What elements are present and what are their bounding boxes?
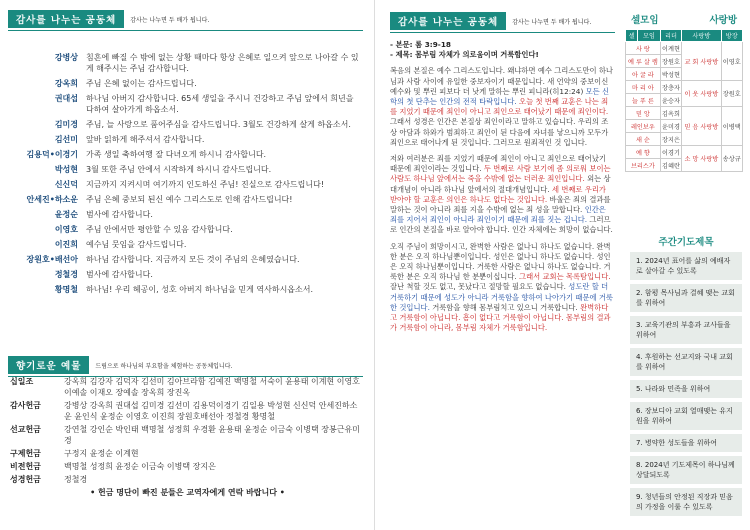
cell-leader: 박성현 xyxy=(660,68,681,81)
sermon-segment: 바울은 죄의 결과를 말하는 것이 아니라 죄를 지을 수밖에 없는 죄 성을 말합니다. xyxy=(390,194,611,215)
cell-leader: 김혜란 xyxy=(660,159,681,172)
thanks-name: 이영호 xyxy=(54,225,78,234)
thanks-name: 김미경 xyxy=(54,120,78,129)
sermon-segment: 인간은 죄를 지어서 죄인이 아니라 죄인이기 때문에 죄를 짓는 겁니다. xyxy=(390,205,606,225)
thanks-header xyxy=(8,10,363,28)
cell-table-header: 사랑방 xyxy=(682,30,721,42)
thanks-text: 앞바 읽하게 해주셔서 감사합니다. xyxy=(86,135,205,144)
offering-names: 백명철 성정희 윤정순 이금숙 이병택 장지은 xyxy=(64,462,216,471)
sermon-segment: 거룩함을 향해 몸부림치고 있으니 거룩합니다. xyxy=(429,302,581,312)
thanks-row xyxy=(10,224,360,235)
sarangbang-head: 송상규 xyxy=(721,146,742,172)
divider xyxy=(390,32,615,33)
sermon-segment: 성도란 할 더 거룩하기 때문에 성도가 아니라 거룩함을 향하여 나아가기 때문에 거룩한 것입니다. xyxy=(390,282,613,312)
thanks-text: 침흔에 빠질 수 밖에 없는 상황 때마다 항상 은혜로 일으켜 앞으로 나아갈 수 있게 해주시는 주님 감사합니다. xyxy=(86,53,359,73)
sarangbang-name: 이 웃 사랑방 xyxy=(682,81,721,107)
offering-label: 비전헌금 xyxy=(10,462,41,471)
thanks-text: 하나님 감사합니다. 지금까지 모든 것이 주님의 은혜였습니다. xyxy=(86,255,300,264)
thanks-row xyxy=(10,254,360,265)
offering-label: 십일조 xyxy=(10,377,34,386)
offering-label: 선교헌금 xyxy=(10,425,41,434)
cell-table-header: 셀 xyxy=(626,30,638,42)
thanks-text: 주님 은혜 없이는 감사드립니다. xyxy=(86,79,197,88)
cell-name: 예 루 살 렘 xyxy=(626,55,661,68)
thanks-text: 범사에 감사합니다. xyxy=(86,210,153,219)
thanks-name: 윤정순 xyxy=(54,210,78,219)
offering-names: 강연철 강인순 박인태 백명철 성정희 우경환 윤용태 윤정순 이금숙 이병택 장봉근유미경 xyxy=(64,425,360,445)
offering-label: 성경헌금 xyxy=(10,475,41,484)
sarangbang-title: 사랑방 xyxy=(709,15,737,26)
sermon-segment: 저와 여러분은 죄를 지었기 때문에 죄인이 아니고 죄인으로 태어났기 때문에 죄인이라는 것입니다. xyxy=(390,154,606,174)
prayer-section xyxy=(630,234,742,520)
thanks-name: 황명철 xyxy=(54,285,78,294)
cell-row xyxy=(626,81,743,94)
prayer-item: 3. 교육기관의 부흥과 교사들을 위하여 xyxy=(630,316,742,344)
cell-leader: 김옥희 xyxy=(660,107,681,120)
offering-names: 구정지 윤정순 이계현 xyxy=(64,449,139,458)
cell-name: 사 랑 xyxy=(626,42,661,55)
cell-group-section xyxy=(625,12,743,172)
sermon-segment: 복음의 본질은 예수 그리스도입니다. 왜냐하면 예수 그리스도만이 하나님과 사람 사이에 유일한 중보자이기 때문입니다. xyxy=(390,66,613,86)
cell-table-header: 방장 xyxy=(721,30,742,42)
cell-name: 레인보우 xyxy=(626,120,661,133)
offering-label: 감사헌금 xyxy=(10,401,41,410)
thanks-text: 주님, 늘 사랑으로 품어주심을 감사드립니다. 3월도 건강하게 살게 하옵소서. xyxy=(86,120,351,129)
thanks-text: 예수님 뭇임을 감사드립니다. xyxy=(86,240,187,249)
thanks-text: 지금까지 지켜시며 여기까지 인도하신 주님! 진실으로 감사드립니다! xyxy=(86,180,325,189)
cell-name: 마 리 아 xyxy=(626,81,661,94)
cell-name: 아 굴 라 xyxy=(626,68,661,81)
offering-list xyxy=(10,376,365,498)
prayer-item: 9. 청년들의 안정된 직장과 믿음의 가정을 이룰 수 있도록 xyxy=(630,488,742,516)
thanks-list xyxy=(10,52,360,299)
cell-leader: 윤승자 xyxy=(660,94,681,107)
cell-table-header: 리더 xyxy=(660,30,681,42)
sermon-header xyxy=(390,12,615,30)
thanks-header-sub: 감사는 나누면 두 배가 됩니다. xyxy=(130,16,210,24)
thanks-name: 장원호•배선아 xyxy=(26,255,78,264)
sermon-segment: 세 번째로 우리가 받아야 할 교훈은 의인은 하나도 없다는 것입니다. xyxy=(390,184,606,204)
offer-header-title: 향기로운 예물 xyxy=(8,356,89,374)
sermon-segment: 외는 상대개념이 아니라 하나님 앞에서의 절대개념입니다. xyxy=(390,174,611,194)
sarangbang-head: 이병택 xyxy=(721,107,742,146)
thanks-row xyxy=(10,52,360,74)
sermon-segment: 완벽하다고 거룩함이 아닙니다. 흠이 없다고 거룩함이 아닙니다. 몸부림의 결과가 거룩함이 아니라, 몸부림 자체가 거룩함입니다. xyxy=(390,302,611,333)
thanks-row xyxy=(10,93,360,115)
sermon-segment: 새 언약의 중보이신 예수와 및 뿌린 피보다 더 낫게 말하는 뿌린 피니라(히12:24) xyxy=(390,76,609,96)
prayer-title: 주간기도제목 xyxy=(658,237,714,248)
sermon-header-title: 감사를 나누는 공동체 xyxy=(390,12,506,30)
sermon-title: - 제목: 몸부림 자체가 의로움이며 거룩함인다! xyxy=(390,50,539,60)
thanks-name: 정철경 xyxy=(54,270,78,279)
prayer-item: 7. 병약한 성도들을 위하여 xyxy=(630,434,742,452)
sarangbang-head: 장원호 xyxy=(721,81,742,107)
thanks-text: 하나님 아버지 감사합니다. 65세 생일을 주시니 건강하고 주님 앞에서 희년을 다하여 살아가게 하옵소서. xyxy=(86,94,354,114)
thanks-name: 강병상 xyxy=(54,53,78,62)
thanks-name: 김용덕•이경기 xyxy=(26,150,78,159)
prayer-item: 2. 함평 목사님과 결혜 맺는 교회를 위하여 xyxy=(630,284,742,312)
thanks-row xyxy=(10,164,360,175)
thanks-text: 주님 안에서만 평안할 수 있음 감사합니다. xyxy=(86,225,233,234)
cell-row xyxy=(626,107,743,120)
thanks-row xyxy=(10,134,360,145)
offer-header-sub: 드림으로 하나님의 부요함을 체험하는 공동체입니다. xyxy=(95,362,233,370)
offering-names: 강병상 강옥희 권대섭 김미경 김선미 김용덕이경기 김일용 박성현 신신덕 안세진하소운 윤인식 윤정순 이영호 이진희 장원호배선아 정철경 황명철 xyxy=(64,401,358,421)
cell-leader: 장원호 xyxy=(660,55,681,68)
thanks-name: 권대섭 xyxy=(54,94,78,103)
sarangbang-name: 믿 음 사랑방 xyxy=(682,107,721,146)
offer-note: • 헌금 명단이 빠진 분들은 교역자에게 연락 바랍니다 • xyxy=(90,488,285,497)
offering-names: 강옥희 김강자 김덕자 김선미 김아브라함 김예진 백명철 서숙이 윤용태 이계현 이영호 이예솔 이재오 장예솔 장옥희 장진옥 xyxy=(64,377,360,397)
divider xyxy=(8,30,363,31)
thanks-name: 김선미 xyxy=(54,135,78,144)
thanks-row xyxy=(10,284,360,295)
cell-name: 브리스가 xyxy=(626,159,661,172)
cell-name: 믿 앙 xyxy=(626,107,661,120)
cell-name: 새 순 xyxy=(626,133,661,146)
cell-row xyxy=(626,146,743,159)
right-page xyxy=(375,0,750,530)
cell-name: 늘 푸 른 xyxy=(626,94,661,107)
cell-leader: 장지은 xyxy=(660,133,681,146)
thanks-row xyxy=(10,239,360,250)
offering-row xyxy=(10,424,365,446)
cell-leader: 이경기 xyxy=(660,146,681,159)
sermon-header-sub: 감사는 나누면 두 배가 됩니다. xyxy=(512,18,592,26)
offering-row xyxy=(10,461,365,472)
thanks-row xyxy=(10,119,360,130)
thanks-text: 하나님! 우리 헤공이, 성호 아버지 하나님을 믿게 역사하시옵소서. xyxy=(86,285,314,294)
offering-row xyxy=(10,400,365,422)
thanks-text: 범사에 감사합니다. xyxy=(86,270,153,279)
prayer-item: 4. 후원하는 선교지와 국내 교회를 위하여 xyxy=(630,348,742,376)
sermon-paragraph xyxy=(390,242,615,334)
cell-leader: 윤미경 xyxy=(660,120,681,133)
thanks-name: 이진희 xyxy=(54,240,78,249)
sermon-segment: 그래서 성경은 인간은 본질상 죄인이라고 말하고 있습니다. 우리의 조상 아담과 하와가 범죄하고 죄인이 된 다음에 자녀를 낳으니까 모두가 죄인으로 태어나게 된 것입니다. 그러므로 원죄적인 것 입니다. xyxy=(390,117,609,147)
cell-title: 셀모임 xyxy=(631,15,659,26)
thanks-name: 안세진•하소운 xyxy=(26,195,78,204)
sermon-segment: 그래서 교회는 목록탐입니다. xyxy=(519,272,611,282)
thanks-row xyxy=(10,78,360,89)
prayer-item: 8. 2024년 기도제목이 하나님께 상달되도록 xyxy=(630,456,742,484)
thanks-text: 가족 생일 축하여행 잘 다녀오게 하시니 감사합니다. xyxy=(86,150,267,159)
cell-name: 예 향 xyxy=(626,146,661,159)
sermon-segment: 그러므로 인간의 본질을 바로 알아야 합니다. 인간 자체에는 희망이 없습니다. xyxy=(390,215,613,235)
thanks-text: 3월 또한 주님 안에서 시작하게 하시니 감사드립니다. xyxy=(86,165,272,174)
prayer-item: 6. 장보디아 교회 열매맺는 유지원을 위하여 xyxy=(630,402,742,430)
sermon-paragraph xyxy=(390,66,615,148)
offering-row xyxy=(10,474,365,485)
sarangbang-head: 이영호 xyxy=(721,42,742,81)
thanks-name: 강옥희 xyxy=(54,79,78,88)
offering-label: 구제헌금 xyxy=(10,449,41,458)
sermon-segment: 오직 주님이 희망이시고, 완벽한 사람은 없나니 하나도 없습니다. 완벽한 분은 오직 하나님뿐이입니다. 성인은 없나니 하나도 없습니다. 성인은 오직 하나님뿐이입니다. 거룩한 사람은 없나니 하나도 없습니다. 거룩한 분은 오직 하나님 한 분뿐이십니다. xyxy=(390,241,611,282)
offering-row xyxy=(10,376,365,398)
thanks-row xyxy=(10,149,360,160)
thanks-name: 박성현 xyxy=(54,165,78,174)
sermon-segment: 잘난 척할 것도 없고, 못났다고 절망할 필요도 없습니다. xyxy=(390,282,566,292)
cell-leader: 이계현 xyxy=(660,42,681,55)
sermon-body xyxy=(390,40,615,333)
offering-names: 정철경 xyxy=(64,475,88,484)
thanks-row xyxy=(10,179,360,190)
sermon-segment: 두 번째로 사람 보기에 좀 의로워 보이는 사람도 하나님 앞에서는 죽을 수밖에 없는 더러운 죄인입니다. xyxy=(390,164,611,184)
thanks-row xyxy=(10,269,360,280)
sermon-segment: 모든 신학의 첫 단추는 인간의 전적 타락입니다. xyxy=(390,86,610,107)
offer-header xyxy=(8,356,363,374)
sarangbang-name: 소 망 사랑방 xyxy=(682,146,721,172)
thanks-name: 신신덕 xyxy=(54,180,78,189)
cell-table-header: 모임 xyxy=(638,30,661,42)
prayer-item: 5. 나라와 민족을 위하여 xyxy=(630,380,742,398)
sermon-segment: 오늘 첫 번째 교훈은 나는 죄를 지었기 때문에 죄인이 아니고 죄인으로 태어났기 때문에 죄인이다. xyxy=(390,97,609,117)
sermon-text-ref: - 본문: 롬 3:9-18 xyxy=(390,40,451,49)
sarangbang-name: 교 회 사랑방 xyxy=(682,42,721,81)
cell-row xyxy=(626,42,743,55)
offering-row xyxy=(10,448,365,459)
cell-leader: 장층자 xyxy=(660,81,681,94)
thanks-text: 주님 은혜 중보되 된신 예수 그리스도로 인해 감사드립니다! xyxy=(86,195,293,204)
prayer-item: 1. 2024년 표어를 삶의 예배자로 살아갈 수 있도록 xyxy=(630,252,742,280)
sermon-paragraph xyxy=(390,154,615,236)
thanks-row xyxy=(10,209,360,220)
thanks-row xyxy=(10,194,360,205)
cell-table xyxy=(625,29,743,172)
thanks-header-title: 감사를 나누는 공동체 xyxy=(8,10,124,28)
